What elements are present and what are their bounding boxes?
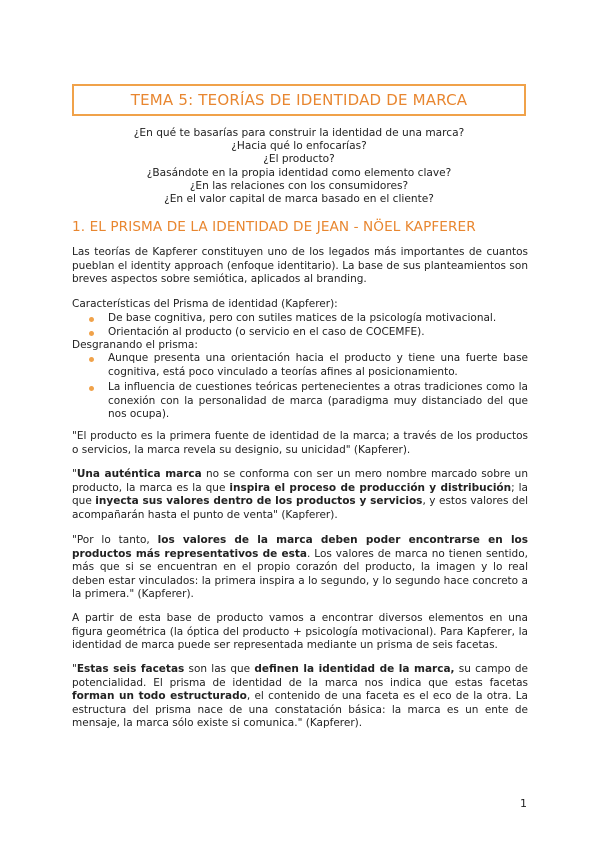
quote-brand-values: "Por lo tanto, los valores de la marca deben poder encontrarse en los productos más representativos de esta. Los valores de marca no tienen sentido, más que si se encuentran en el propio corazón del producto, la imagen y lo real deben estar vinculados: la primera inspira a lo segundo, y lo segundo hace concreto a la primera." (Kapferer). [72,534,529,601]
bullet-icon [89,331,94,336]
quote-product: "El producto es la primera fuente de identidad de la marca; a través de los productos o servicios, la marca revela su designio, su unicidad" (Kapferer). [72,430,528,456]
question-line: ¿Basándote en la propia identidad como elemento clave? [146,166,452,179]
guiding-questions [72,127,526,206]
quote-six-facets: "Estas seis facetas son las que definen la identidad de la marca, su campo de potencialidad. El prisma de identidad de la marca nos indica que estas facetas forman un todo estructurado, el contenido de una faceta es el eco de la otra. La estructura del prisma nace de una constatación básica: la marca es un ente de mensaje, la marca sólo existe si comunica." (Kapferer). [72,663,528,730]
bullet-icon [89,386,94,391]
breakdown-label: Desgranando el prisma: [72,339,198,351]
characteristics-label: Características del Prisma de identidad (Kapferer): [72,298,338,310]
intro-paragraph: Las teorías de Kapferer constituyen uno de los legados más importantes de cuantos pueblan el identity approach (enfoque identitario). La base de sus planteamientos son breves aspectos sobre semiótica, aplicados al branding. [72,246,528,286]
bullet-icon [89,317,94,322]
question-line: ¿En qué te basarías para construir la identidad de una marca? [133,127,465,139]
section-heading: 1. EL PRISMA DE LA IDENTIDAD DE JEAN - NÖEL KAPFERER [72,219,476,235]
list-item: Aunque presenta una orientación hacia el producto y tiene una fuerte base cognitiva, está poco vinculado a teorías afines al posicionamiento. [72,352,528,379]
list-item: Orientación al producto (o servicio en el caso de COCEMFE). [72,326,528,340]
page-title: TEMA 5: TEORÍAS DE IDENTIDAD DE MARCA [130,91,468,109]
characteristics-list [72,312,528,339]
list-item: La influencia de cuestiones teóricas pertenecientes a otras tradiciones como la conexión con la personalidad de marca (paradigma muy distanciado del que nos ocupa). [72,381,528,422]
quote-authentic-brand: "Una auténtica marca no se conforma con ser un mero nombre marcado sobre un producto, la marca es la que inspira el proceso de producción y distribución; la que inyecta sus valores dentro de los productos y servicios, y estos valores del acompañarán hasta el punto de venta" (Kapferer). [72,468,528,521]
page-number: 1 [520,797,527,810]
breakdown-list [72,352,528,422]
paragraph-geometric-figure: A partir de esta base de producto vamos a encontrar diversos elementos en una figura geométrica (la óptica del producto + psicología motivacional). Para Kapferer, la identidad de marca puede ser representada mediante un prisma de seis facetas. [72,612,528,652]
question-line: ¿En el valor capital de marca basado en el cliente? [164,193,434,206]
bullet-icon [89,357,94,362]
question-line: ¿Hacia qué lo enfocarías? [231,140,367,153]
question-line: ¿En las relaciones con los consumidores? [189,179,409,192]
list-item: De base cognitiva, pero con sutiles matices de la psicología motivacional. [72,312,528,326]
question-line: ¿El producto? [263,153,335,166]
title-box [72,84,526,116]
